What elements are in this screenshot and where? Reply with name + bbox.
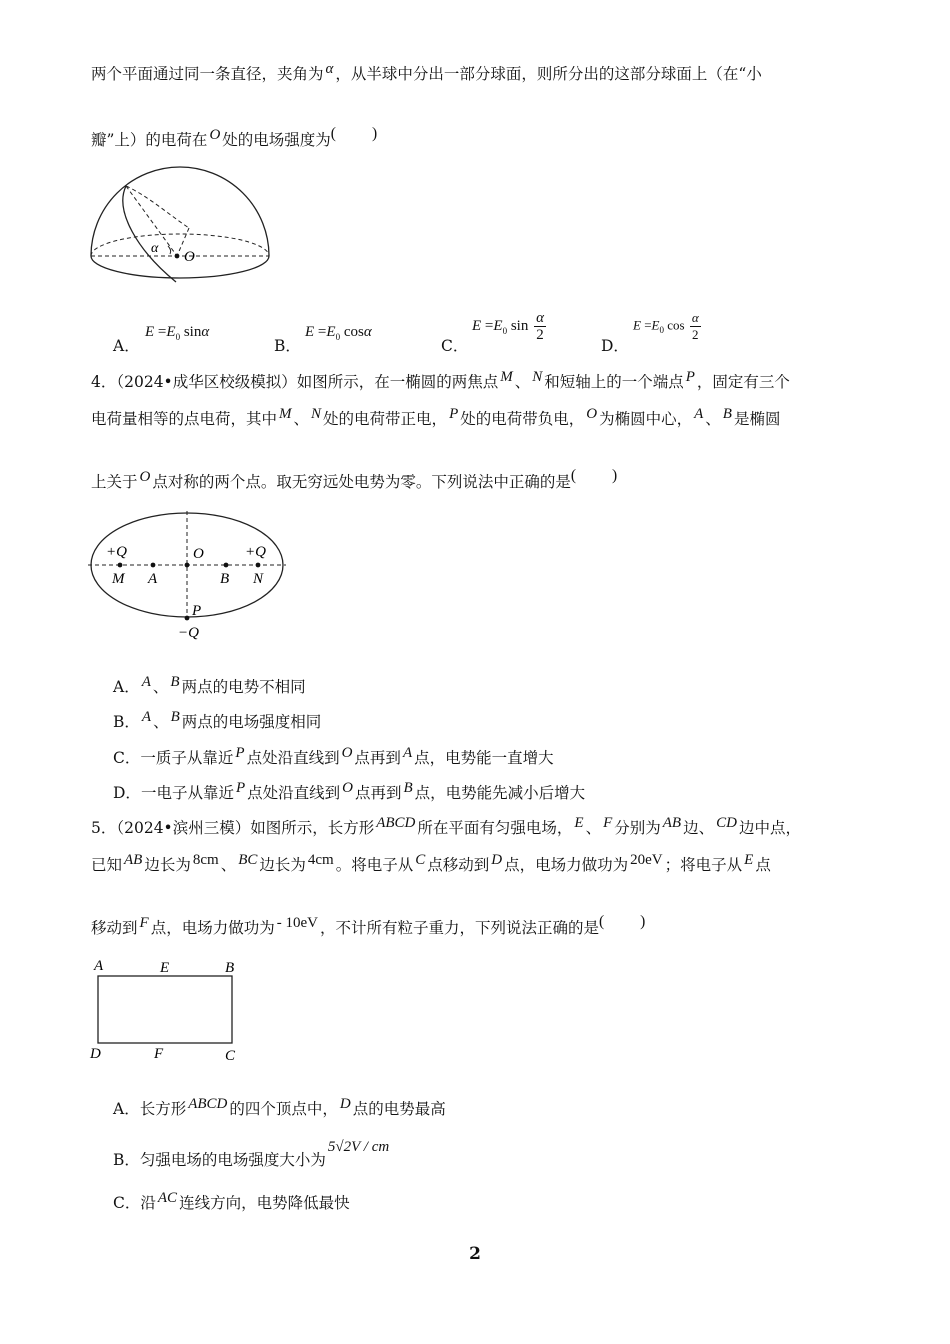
vertex-b-label: B bbox=[225, 960, 235, 976]
vertex-d-label: D bbox=[90, 1046, 101, 1062]
q5-stem-line-3: 移动到 F 点，电场力做功为 - 10eV ，不计所有粒子重力，下列说法正确的是( ) bbox=[91, 913, 646, 937]
o-label: O bbox=[193, 546, 204, 562]
minus-q-label: −Q bbox=[178, 625, 199, 641]
plus-q-right-label: +Q bbox=[245, 544, 266, 560]
hemisphere-figure bbox=[88, 166, 274, 284]
q4-option-b[interactable]: B． A 、 B 两点的电场强度相同 bbox=[113, 709, 322, 731]
alpha-angle-label: α bbox=[151, 241, 159, 256]
q4-option-a[interactable]: A． A 、 B 两点的电势不相同 bbox=[113, 674, 306, 696]
q4-stem-line-3: 上关于 O 点对称的两个点。取无穷远处电势为零。下列说法中正确的是( ) bbox=[91, 467, 618, 491]
n-label: N bbox=[253, 571, 264, 587]
q3-options: A． $E =E_0$ sinα B． $E =E_0$ cosα C． $E =E_0$ sin $\frac{\alpha}{2}$ D． $E =E_0$ cos $\frac{\alpha}{2}$ bbox=[113, 310, 699, 355]
q5-stem-line-1: 5．（2024•滨州三模）如图所示，长方形 ABCD 所在平面有匀强电场， E 、 F 分别为 AB 边、 CD 边中点， bbox=[91, 815, 801, 837]
q4-stem-line-1: 4．（2024•成华区校级模拟）如图所示，在一椭圆的两焦点 M 、 N 和短轴上的一个端点 P ，固定有三个 bbox=[91, 369, 790, 391]
q5-stem-line-2: 已知 AB 边长为 8cm 、 BC 边长为 4cm 。将电子从 C 点移动到 D 点，电场力做功为 20eV ；将电子从 E 点 bbox=[91, 852, 771, 874]
ellipse-figure bbox=[88, 508, 290, 642]
a-label: A bbox=[148, 571, 158, 587]
vertex-c-label: C bbox=[225, 1048, 236, 1064]
q4-option-d[interactable]: D．一电子从靠近 P 点处沿直线到 O 点再到 B 点，电势能先减小后增大 bbox=[113, 780, 586, 802]
q5-option-b[interactable]: B．匀强电场的电场强度大小为5√2V / cm bbox=[113, 1139, 390, 1169]
b-label: B bbox=[220, 571, 230, 587]
q3-stem-line-1: 两个平面通过同一条直径，夹角为 α ，从半球中分出一部分球面，则所分出的这部分球面上（在“小 bbox=[91, 61, 762, 83]
page-number: 2 bbox=[469, 1244, 481, 1264]
p-label: P bbox=[192, 603, 202, 619]
q3-stem-line-2: 瓣”上）的电荷在 O 处的电场强度为( ) bbox=[91, 125, 378, 149]
vertex-a-label: A bbox=[94, 958, 104, 974]
rectangle-figure bbox=[88, 954, 248, 1066]
m-label: M bbox=[112, 571, 125, 587]
q5-option-a[interactable]: A．长方形 ABCD 的四个顶点中， D 点的电势最高 bbox=[113, 1096, 446, 1118]
midpoint-e-label: E bbox=[160, 960, 170, 976]
q4-stem-line-2: 电荷量相等的点电荷，其中 M 、 N 处的电荷带正电， P 处的电荷带负电， O 为椭圆中心， A 、 B 是椭圆 bbox=[91, 406, 781, 428]
q5-option-c[interactable]: C．沿 AC 连线方向，电势降低最快 bbox=[113, 1190, 350, 1212]
midpoint-f-label: F bbox=[154, 1046, 164, 1062]
q4-option-c[interactable]: C．一质子从靠近 P 点处沿直线到 O 点再到 A 点，电势能一直增大 bbox=[113, 745, 554, 767]
plus-q-left-label: +Q bbox=[106, 544, 127, 560]
center-o-label: O bbox=[184, 249, 195, 265]
